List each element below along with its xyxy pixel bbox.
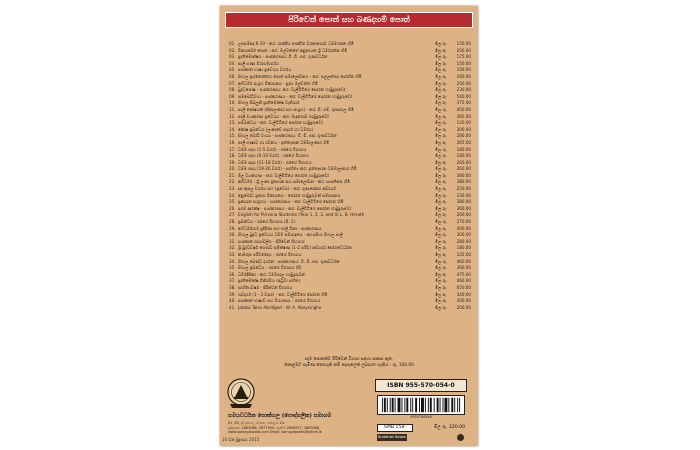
book-number: 11. bbox=[229, 106, 236, 112]
book-title: සාහිත්‍යවර්ෂ - පිරිවෙන් විභාගය bbox=[238, 284, 293, 290]
book-title: අභිධර්ම - ශ්‍රී ලංකා ප්‍රකාශන සහ සමාලෝචන - කර: සංඝතිස්ස හිමි bbox=[238, 179, 351, 185]
book-list-item bbox=[229, 305, 471, 312]
book-number: 24. bbox=[229, 192, 236, 198]
book-price: 300.00 bbox=[456, 298, 471, 304]
price-currency: මිල රු. bbox=[435, 93, 448, 99]
price-currency: මිල රු. bbox=[435, 265, 448, 271]
book-price: 250.00 bbox=[456, 186, 471, 192]
book-number: 22. bbox=[229, 179, 236, 185]
book-price: 380.00 bbox=[456, 172, 471, 178]
price-currency: මිල රු. bbox=[435, 166, 448, 172]
book-title: ප්‍රකාශන සංග්‍රහය - සංස්කරණය - කර: වැලිවිටියේ සෝරත හිමි bbox=[238, 199, 344, 205]
book-list-item bbox=[229, 100, 471, 107]
book-title: බිල ව්‍යාකරණ - කර: වැලිවිටියේ සෝරත හාමුදුරුවෝ bbox=[238, 172, 329, 178]
book-number: 32. bbox=[229, 245, 236, 251]
book-title: ශබ්දාර්ථ (1 - 3 වසර) - කර: වැලිවිටියේ සෝරත හිමි bbox=[238, 291, 328, 297]
book-price: 150.00 bbox=[456, 41, 471, 46]
book-title: බුද්ධඝෝෂ - සංස්කරණය: කර: වැලිවිටියේ සෝරත හාමුදුරුවෝ bbox=[238, 87, 346, 93]
book-price: 300.00 bbox=[456, 126, 471, 132]
price-currency: මිල රු. bbox=[435, 80, 448, 86]
barcode-caption bbox=[377, 415, 465, 419]
book-list-item bbox=[229, 252, 471, 259]
price-currency: මිල රු. bbox=[435, 133, 448, 139]
price-currency: මිල රු. bbox=[435, 304, 448, 310]
publisher-address-line: www.samayabooks.com Email: samayabooks@sltnet.lk bbox=[228, 430, 322, 435]
price-currency: මිල රු. bbox=[435, 139, 448, 145]
book-title: සිංහල බෝධි වංශය - සංස්කරණය: වී. ඩී. එස්. ගුණවර්ධන bbox=[238, 133, 337, 139]
book-title: ප්‍රාතිමෝක්ෂ විනිශ්චය (අටුවා සහිත) bbox=[238, 278, 301, 284]
book-price: 160.00 bbox=[456, 73, 471, 79]
book-price: 280.00 bbox=[456, 238, 471, 244]
book-title: පරම ආරක්ෂ - සංස්කරණය - කර: වැලිවිටියේ සෝරත හාමුදුරුවෝ bbox=[238, 205, 351, 211]
book-title: සිංහල ප්‍රශ්නෝත්තර පොත් සමාලෝචනය - කර: පල්ලත්තර සෝභිත හිමි bbox=[238, 73, 362, 79]
book-title: නාමරූප පරිච්ඡේදය - රජයේ විභාගය bbox=[238, 252, 302, 257]
book-list-item bbox=[229, 298, 471, 305]
book-title: විනයකර්ම පොත - කර: මල්වත්තේ අනුනායක ශ්‍රී ධර්මරත්න හිමි bbox=[238, 47, 348, 53]
book-number: 40. bbox=[229, 298, 236, 304]
book-list-item bbox=[229, 206, 471, 213]
book-price: 175.00 bbox=[456, 54, 471, 60]
book-number: 17. bbox=[229, 146, 236, 152]
book-title: Jataka Tales Abridged - W. A. Abeysinghe bbox=[238, 304, 322, 310]
book-number: 30. bbox=[229, 232, 236, 238]
publisher-address-line: දුරකථන: 2683086, 2677599, ෆැක්ස්: 2698977, 2683086 bbox=[228, 425, 320, 430]
book-title: දස කුසල වර්ගය සහ (ප්‍රවේශ) - කර: ගුණසේකර ආචාර්ය bbox=[238, 186, 336, 192]
book-list-item bbox=[229, 48, 471, 55]
book-number: 08. bbox=[229, 87, 236, 93]
book-price: 100.00 bbox=[456, 67, 471, 73]
book-list-item bbox=[229, 147, 471, 154]
book-list-item bbox=[229, 265, 471, 272]
book-number: 14. bbox=[229, 126, 236, 132]
book-list-item bbox=[229, 67, 471, 74]
brand-row bbox=[377, 434, 465, 442]
book-price: 540.00 bbox=[456, 93, 471, 99]
book-price: 230.00 bbox=[456, 87, 471, 93]
book-list-item bbox=[229, 114, 471, 121]
price-currency: මිල රු. bbox=[435, 172, 448, 178]
book-number: 31. bbox=[229, 238, 236, 244]
book-title: පාලි ව්‍යාකරණ ප්‍රවේශය - කර: මැදගොඩ හාමුදුරුවෝ bbox=[238, 113, 329, 119]
book-title: අනුබෝධ ප්‍රකාශ විකාශනය - සෝරත හාමුදුරුවන් සම්පාදනය bbox=[238, 192, 341, 198]
book-number: 41. bbox=[229, 304, 236, 310]
book-title: පාලි භාෂා විරාගමාර්ගය bbox=[238, 60, 279, 66]
book-price: 400.00 bbox=[456, 225, 471, 231]
isbn-label: ISBN 955-570-054-0 bbox=[375, 379, 467, 392]
cover-title: පිරිවෙන් පොත් සහ බණදහම් පොත් bbox=[225, 12, 473, 28]
book-title: සිංහල සිඛලුනි ප්‍රාතිමෝක්ෂ වැනියාර් bbox=[238, 100, 300, 106]
book-list-item bbox=[229, 61, 471, 68]
book-price: 300.00 bbox=[456, 232, 471, 238]
book-number: 38. bbox=[229, 284, 236, 290]
book-price: 340.00 bbox=[456, 291, 471, 297]
price-currency: මිල රු. bbox=[435, 238, 448, 244]
book-number: 21. bbox=[229, 172, 236, 178]
book-number: 12. bbox=[229, 113, 236, 119]
book-number: 27. bbox=[229, 212, 236, 218]
book-list-item bbox=[229, 81, 471, 88]
brand-label: Buddhist Books bbox=[378, 435, 406, 439]
book-list-item bbox=[229, 232, 471, 239]
book-list-item bbox=[229, 87, 471, 94]
book-list-item bbox=[229, 133, 471, 140]
price-currency: මිල රු. bbox=[435, 54, 448, 60]
book-price: 150.00 bbox=[456, 60, 471, 66]
book-back-cover bbox=[220, 6, 478, 446]
book-number: 18. bbox=[229, 153, 236, 159]
book-list-item bbox=[229, 259, 471, 266]
book-number: 37. bbox=[229, 278, 236, 284]
book-list-item bbox=[229, 186, 471, 193]
price-currency: මිල රු. bbox=[435, 153, 448, 159]
price-currency: මිල රු. bbox=[435, 106, 448, 112]
price-currency: මිල රු. bbox=[435, 41, 448, 46]
product-code: SMB 158- bbox=[377, 424, 413, 432]
price-currency: මිල රු. bbox=[435, 232, 448, 238]
book-price-list bbox=[229, 41, 471, 350]
price-currency: මිල රු. bbox=[435, 179, 448, 185]
book-price: 180.00 bbox=[456, 146, 471, 152]
book-list-item bbox=[229, 120, 471, 127]
book-list-item bbox=[229, 107, 471, 114]
book-price: 380.00 bbox=[456, 199, 471, 205]
book-price: 120.00 bbox=[456, 120, 471, 126]
book-number: 16. bbox=[229, 139, 236, 145]
publisher-logo-icon bbox=[226, 378, 256, 410]
book-price: 200.00 bbox=[456, 80, 471, 86]
book-list-item bbox=[229, 179, 471, 186]
book-price: 460.00 bbox=[456, 278, 471, 284]
book-list-item bbox=[229, 127, 471, 134]
book-price: 230.00 bbox=[456, 192, 471, 198]
book-price: 180.00 bbox=[456, 153, 471, 159]
price-currency: මිල රු. bbox=[435, 113, 448, 119]
book-number: 35. bbox=[229, 265, 236, 271]
book-list-item bbox=[229, 173, 471, 180]
book-title: අභිධර්ම සංග්‍රහ විකාශනය - පූජ්‍ය මල්වත්ත හිමි bbox=[238, 80, 318, 86]
book-title: සංස්කෘත භාෂාව සහ වියරණය - රජයේ විභාගය bbox=[238, 298, 321, 304]
edition-text: 10 වන මුද්‍රණය 2015 bbox=[222, 437, 260, 442]
publisher-name: සමයවර්ධන පොත්හල (පෞද්ගලික) සමාගම bbox=[228, 413, 332, 419]
barcode-number: 9555700540 bbox=[410, 415, 432, 419]
price-currency: මිල රු. bbox=[435, 67, 448, 73]
book-price: 380.00 bbox=[456, 179, 471, 185]
book-list-item bbox=[229, 153, 471, 160]
book-title: ප්‍රාතිමොක්ෂය - සංස්කරණය: වී. ඩී. එස්. ගුණවර්ධන bbox=[238, 54, 328, 60]
note-line-2: කොළඹට පැමිණ නොහැකි නම් තැපෑලෙන් ලබාගත හැකිය - රු. 100.00 bbox=[284, 363, 414, 368]
book-number: 04. bbox=[229, 60, 236, 66]
book-list-item bbox=[229, 54, 471, 61]
book-price: 460.00 bbox=[456, 258, 471, 264]
book-price: 400.00 bbox=[456, 106, 471, 112]
book-price: 650.00 bbox=[456, 284, 471, 290]
book-number: 34. bbox=[229, 258, 236, 264]
price-currency: මිල රු. bbox=[435, 186, 448, 192]
book-list-item bbox=[229, 212, 471, 219]
book-title: ධම්ම පදය (19-26 වර්ග) - සාහිත්‍ය කර: ඉත්තෑපාන ධම්මාලංකාර හිමි bbox=[238, 166, 357, 172]
price-currency: මිල රු. bbox=[435, 73, 448, 79]
book-price: 270.00 bbox=[456, 219, 471, 225]
price-currency: මිල රු. bbox=[435, 100, 448, 106]
book-list-item bbox=[229, 278, 471, 285]
book-price: 200.00 bbox=[456, 47, 471, 53]
book-price: 360.00 bbox=[456, 205, 471, 211]
book-list-item bbox=[229, 199, 471, 206]
publisher-address bbox=[228, 421, 378, 435]
price-currency: මිල රු. bbox=[435, 205, 448, 211]
book-title: පාලි භාෂාව හා රචනය - ඉත්තෑපාන ධම්මාලංකාර හිමි bbox=[238, 139, 330, 145]
book-price: 375.00 bbox=[456, 100, 471, 106]
book-list-item bbox=[229, 140, 471, 147]
price-tag bbox=[377, 424, 465, 432]
distribution-note bbox=[230, 357, 468, 369]
price-currency: මිල රු. bbox=[435, 278, 448, 284]
book-price: 260.00 bbox=[456, 159, 471, 165]
book-list-item bbox=[229, 245, 471, 252]
price-currency: මිල රු. bbox=[435, 245, 448, 251]
book-number: 20. bbox=[229, 166, 236, 172]
price-currency: මිල රු. bbox=[435, 284, 448, 290]
price-currency: මිල රු. bbox=[435, 159, 448, 165]
book-number: 15. bbox=[229, 133, 236, 139]
price-currency: මිල රු. bbox=[435, 192, 448, 198]
book-title: ධම්ම පදය (11-18 වර්ග) - රජයේ විභාගය bbox=[238, 159, 312, 165]
book-number: 28. bbox=[229, 219, 236, 225]
barcode-icon bbox=[377, 395, 465, 415]
book-number: 33. bbox=[229, 252, 236, 257]
book-number: 19. bbox=[229, 159, 236, 165]
book-title: ප්‍රබන්ධය - රජයේ විභාගය (පි. ච) bbox=[238, 219, 296, 225]
book-number: 26. bbox=[229, 205, 236, 211]
book-price: 475.00 bbox=[456, 271, 471, 277]
note-line-1: සෑම පොතක්ම පිරිවෙන් විභාග සඳහා සකසා ඇත. bbox=[304, 357, 394, 362]
book-list-item bbox=[229, 285, 471, 292]
book-title: කෝෂ ප්‍රබන්ධය (ලංකාවේ පදාර්ථ හා ධර්මය) bbox=[238, 126, 314, 132]
book-title: ශ්‍රී බුද්ධවර්ෂ ගෞරව සමීක්ෂණ (1-2 පරිච්) ආචාර්ය සෝරතවර්ධන bbox=[238, 245, 352, 251]
price-currency: මිල රු. bbox=[435, 146, 448, 152]
book-number: 13. bbox=[229, 120, 236, 126]
book-title: සංස්කෘත භාෂා ප්‍රවේශය වර්ගය bbox=[238, 67, 292, 73]
price-currency: මිල රු. bbox=[435, 219, 448, 225]
price-currency: මිල රු. bbox=[435, 212, 448, 218]
book-number: 09. bbox=[229, 93, 236, 99]
book-number: 01. bbox=[229, 41, 236, 46]
book-number: 29. bbox=[229, 225, 236, 231]
price-currency: මිල රු. bbox=[435, 291, 448, 297]
book-list-item bbox=[229, 74, 471, 81]
book-list-item bbox=[229, 193, 471, 200]
book-list-item bbox=[229, 219, 471, 226]
book-price: 360.00 bbox=[456, 265, 471, 271]
book-number: 23. bbox=[229, 186, 236, 192]
price-currency: මිල රු. bbox=[435, 60, 448, 66]
book-title: ධම්ම පදය (1-5 වර්ග) - රජයේ විභාගය bbox=[238, 146, 307, 152]
book-number: 06. bbox=[229, 73, 236, 79]
book-number: 03. bbox=[229, 54, 236, 60]
book-price: 280.00 bbox=[456, 133, 471, 139]
price-currency: මිල රු. bbox=[435, 225, 448, 231]
book-list-item bbox=[229, 292, 471, 299]
book-price: 365.00 bbox=[456, 113, 471, 119]
price-currency: මිල රු. bbox=[435, 271, 448, 277]
book-list-item bbox=[229, 160, 471, 167]
book-price: 200.00 bbox=[456, 304, 471, 310]
price-currency: මිල රු. bbox=[435, 47, 448, 53]
price-currency: මිල රු. bbox=[435, 120, 448, 126]
price-currency: මිල රු. bbox=[435, 126, 448, 132]
brand-mark-icon bbox=[457, 434, 464, 441]
book-price: 260.00 bbox=[456, 212, 471, 218]
book-number: 05. bbox=[229, 67, 236, 73]
book-title: උපසම්පදා 6-10 - කර: රාජකීය පණ්ඩිත වරකාගොඩ ධම්මරතන හිමි bbox=[238, 41, 354, 46]
price-currency: මිල රු. bbox=[435, 199, 448, 205]
book-price: 180.00 bbox=[456, 245, 471, 251]
book-title: පාලි කෝෂයක් (ජිනාලංකාර සහ සංග්‍රහ) - කර: ඩී. එම්. ගුණපාල හිමි bbox=[238, 106, 354, 112]
book-number: 36. bbox=[229, 271, 236, 277]
book-list-item bbox=[229, 226, 471, 233]
book-title: සිංහල බුද්ධ ප්‍රවේශය ධම්ම සම්පාදනය - අභයසිංහ සිංහල පාලි bbox=[238, 232, 343, 238]
book-number: 07. bbox=[229, 80, 236, 86]
book-title: සම්බෝධිවංශ - සංස්කරණය - කර: වැලිවිටියේ සෝරත හාමුදුරුවෝ bbox=[238, 93, 352, 99]
book-title: English for Pirivena Students (Year 1, 2, 3, and 4) L. B. Herath bbox=[238, 212, 365, 218]
cover-price: මිල රු. 320.00 bbox=[433, 425, 465, 430]
book-number: 02. bbox=[229, 47, 236, 53]
book-list-item bbox=[229, 41, 471, 48]
book-title: ධර්මදීපිකා - කර: ධම්මපාල හාමුදුරුවන් bbox=[238, 271, 305, 277]
book-list-item bbox=[229, 239, 471, 246]
book-price: 335.00 bbox=[456, 252, 471, 257]
book-title: සිංහල ප්‍රබන්ධය - රජයේ විභාගය (පි) bbox=[238, 265, 302, 271]
book-list-item bbox=[229, 272, 471, 279]
price-currency: මිල රු. bbox=[435, 298, 448, 304]
book-title: සංස්කෘත ගාථාවලිය - පිරිවෙන් විභාගය bbox=[238, 238, 305, 244]
book-price: 365.00 bbox=[456, 139, 471, 145]
book-number: 10. bbox=[229, 100, 236, 106]
book-title: ධම්ම පදය (6-10 වර්ග) - රජයේ විභාගය bbox=[238, 153, 309, 159]
book-title: අභිධර්මාර්ථ ප්‍රදීපිකා සහ පාලි ටීකා - සංස්කරණය bbox=[238, 225, 322, 231]
book-price: 260.00 bbox=[456, 166, 471, 172]
book-number: 39. bbox=[229, 291, 236, 297]
book-list-item bbox=[229, 166, 471, 173]
price-currency: මිල රු. bbox=[435, 258, 448, 264]
book-title: සිංහල බෞද්ධ දර්ශන - සංස්කරණය: වී. ඩී. එස්. ගුණවර්ධන bbox=[238, 258, 340, 264]
price-currency: මිල රු. bbox=[435, 252, 448, 257]
book-title: සම්බන්ධය - කර: වැලිවිටියේ සෝරත හාමුදුරුවෝ bbox=[238, 120, 323, 126]
publisher-address-line: 61, 63, ශ්‍රී සුමංගල මාවත, කොළඹ 10. bbox=[228, 421, 285, 425]
price-currency: මිල රු. bbox=[435, 87, 448, 93]
book-list-item bbox=[229, 94, 471, 101]
book-number: 25. bbox=[229, 199, 236, 205]
